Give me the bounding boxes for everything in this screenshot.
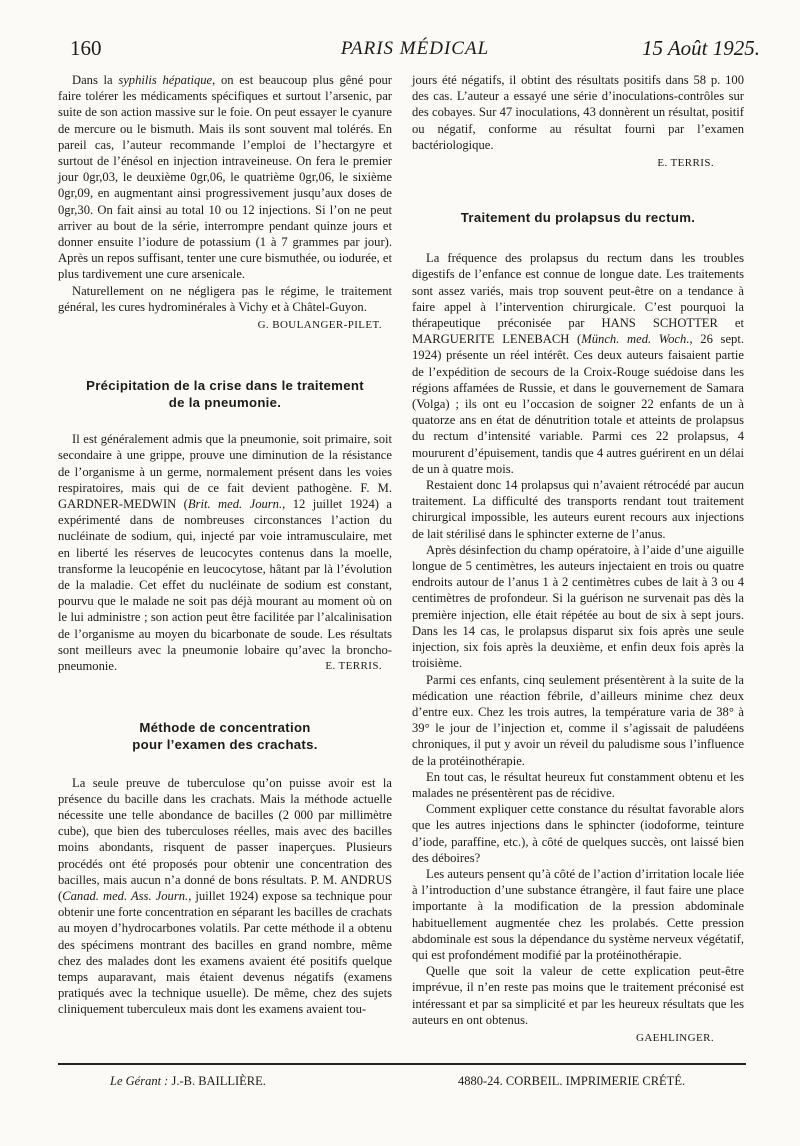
- article-heading: Précipitation de la crise dans le traitement de la pneumonie.: [86, 378, 364, 411]
- author-signature: GAEHLINGER.: [635, 1031, 714, 1044]
- page-header: [70, 36, 760, 66]
- paragraph: Les auteurs pensent qu’à côté de l’action d’irritation locale liée à l’introduction d’une substance étrangère, il faut faire une place importante à la modification de la pression abdominale habituellement augmentée chez les prolabés. Cette pression abdominale est sous la dépendance du système nerveux végétatif, qui est profondément modifié par la protéinothérapie.: [412, 866, 744, 962]
- paragraph: jours été négatifs, il obtint des résultats positifs dans 58 p. 100 des cas. L’auteur a essayé une série d’inoculations-contrôles sur des cobayes. Sur 47 inoculations, 43 donnèrent un résultat, positif ou négatif, conforme au résultat fourni par l’examen bactériologique.: [412, 73, 744, 152]
- article-crachats: [58, 719, 392, 1018]
- paragraph: La seule preuve de tuberculose qu’on puisse avoir est la présence du bacille dans les crachats. Mais la méthode actuelle nécessite une telle abondance de bacilles (2 000 par millimètre cube), que bien des tuberculoses réelles, mais avec des bacilles moins abondants, risquent de passer inaperçues. Plusieurs procédés ont été proposés pour obtenir une concentration des bacilles, mais aucun n’a donné de bons résultats. P. M. ANDRUS (Canad. med. Ass. Journ., juillet 1924) expose sa technique pour obtenir une forte concentration en séparant les bacilles de crachats au moyen d’hydrocarbones volatils. Par cette méthode il a obtenu des spécimens montrant des bacilles en grand nombre, même chez des malades dont les examens avaient été positifs quelque temps auparavant, mais étaient devenus négatifs (examens pratiqués avec la technique usuelle). De même, chez des sujets cliniquement tuberculeux mais dont les examens avaient tou-: [58, 775, 392, 1017]
- article-prolapsus: [412, 209, 744, 1046]
- article-heading: Méthode de concentration pour l’examen des crachats.: [132, 719, 318, 752]
- author-signature: E. TERRIS.: [657, 157, 714, 170]
- paragraph: Parmi ces enfants, cinq seulement présentèrent à la suite de la médication une réaction fébrile, d’ailleurs minime chez deux d’entre eux. Chez les trois autres, la température varia de 38° à 39° le jour de l’injection et, comme il s’agissait de paludéens chroniques, il put y avoir un réveil du paludisme sous l’influence de la protéinothérapie.: [412, 672, 744, 768]
- article-heading: Traitement du prolapsus du rectum.: [460, 210, 696, 226]
- paragraph: Restaient donc 14 prolapsus qui n’avaient rétrocédé par aucun traitement. La difficulté des transports rendant tout traitement chirurgical impossible, les auteurs eurent recours aux injections de lait stérilisé dans le sphincter externe de l’anus.: [412, 478, 744, 541]
- right-column: [412, 72, 744, 1046]
- paragraph: En tout cas, le résultat heureux fut constamment obtenu et les malades ne présentèrent pas de récidive.: [412, 769, 744, 800]
- paragraph: Naturellement on ne négligera pas le régime, le traitement général, les cures hydrominérales à Vichy et à Châtel-Guyon.: [58, 283, 392, 314]
- author-signature: E. TERRIS.: [325, 660, 382, 673]
- issue-date: 15 Août 1925.: [641, 36, 760, 60]
- gerant: Le Gérant : J.-B. BAILLIÈRE.: [110, 1074, 266, 1088]
- printer-info: 4880-24. CORBEIL. IMPRIMERIE CRÉTÉ.: [458, 1074, 686, 1088]
- left-column: [58, 72, 392, 1018]
- journal-title: PARIS MÉDICAL: [340, 38, 490, 59]
- page-number: 160: [70, 36, 102, 60]
- footer-rule: [58, 1063, 746, 1065]
- article-pneumonie: [58, 377, 392, 674]
- paragraph: Après désinfection du champ opératoire, à l’aide d’une aiguille longue de 5 centimètres, les auteurs injectaient en trois ou quatre endroits autour de l’anus 1 à 2 centimètres cubes de lait à 3 ou 4 centimètres de profondeur. Si la guérison ne survenait pas dès la première injection, elle était répétée au bout de six à sept jours. Dans les 14 cas, le prolapsus disparut six fois après une seule injection, six fois après la deuxième, et enfin deux fois après la troisième.: [412, 542, 744, 671]
- paragraph: La fréquence des prolapsus du rectum dans les troubles digestifs de l’enfance est connue de longue date. Les traitements sont assez variés, mais trop souvent peut-être on a tendance à faire appel à l’intervention chirurgicale. C’est pourquoi la thérapeutique préconisée par HANS SCHOTTER et MARGUERITE LENEBACH (Münch. med. Woch., 26 sept. 1924) présente un réel intérêt. Ces deux auteurs faisaient partie de l’expédition de secours de la Croix-Rouge suédoise dans les régions affamées de Russie, et dans le gouvernement de Samara (Volga) ; ils ont eu l’occasion de soigner 22 enfants de un à quatorze ans en état de dénutrition totale et atteints de prolapsus du rectum d’intensité variable. Parmi ces 22 prolapsus, 4 moururent d’épuisement, tandis que 4 autres guérirent en un délai de un à quatre mois.: [412, 251, 744, 476]
- paragraph: Il est généralement admis que la pneumonie, soit primaire, soit secondaire à une grippe, prouve une diminution de la résistance de l’organisme à un germe, normalement présent dans les voies respiratoires, mais qui de ce fait devient pathogène. F. M. GARDNER-MEDWIN (Brit. med. Journ., 12 juillet 1924) a expérimenté dans de nombreuses circonstances l’action du nucléinate de sodium, qui, injecté par voie intramusculaire, met en liberté les réserves de leucocytes contenus dans la moelle, transforme la leucopénie en leucocytose, hâtant par là l’évolution de la maladie. Cet effet du nucléinate de sodium est constant, pourvu que le malade ne soit pas déjà mourant au moment où on le lui administre ; son action peut être facilitée par l’alcalinisation de l’organisme au moyen du bicarbonate de soude. Les résultats sont meilleurs avec la pneumonie lobaire qu’avec la broncho-pneumonie.: [58, 432, 392, 674]
- paragraph: Dans la syphilis hépatique, on est beaucoup plus gêné pour faire tolérer les médicaments spécifiques et surtout l’arsenic, par suite de son action massive sur le foie. On peut essayer le cyanure de mercure ou le bismuth. Mais ils sont souvent mal tolérés. En pareil cas, l’auteur recommande l’emploi de l’hectargyre et surtout de l’énésol en injection intraveineuse. On fera le premier jour 0gr,03, le deuxième 0gr,06, le quatrième 0gr,06, le sixième 0gr,09, en augmentant ainsi progressivement jusqu’aux doses de 0gr,30. On fait ainsi au total 10 ou 12 injections. Si l’on ne peut arriver au bout de la série, interrompre pendant quinze jours et donner ensuite l’iodure de potassium (1 à 7 grammes par jour). Après un repos suffisant, tenter une cure bismuthée, ou iodurée, et plus tardivement une cure arsenicale.: [58, 73, 392, 282]
- article-crachats-continued: [412, 72, 744, 171]
- paragraph: Quelle que soit la valeur de cette explication peut-être imprévue, il n’en reste pas moins que le traitement préconisé est intéressant et par sa simplicité et par les heureux résultats que les auteurs en ont obtenus.: [412, 964, 744, 1027]
- article-syphilis: [58, 72, 392, 333]
- paragraph: Comment expliquer cette constance du résultat favorable alors que les autres injections dans le sphincter (iodoforme, teinture d’iode, paraffine, etc.), à côté de quelques succès, ont laissé bien des déboires?: [412, 802, 744, 865]
- author-signature: G. BOULANGER-PILET.: [257, 319, 382, 332]
